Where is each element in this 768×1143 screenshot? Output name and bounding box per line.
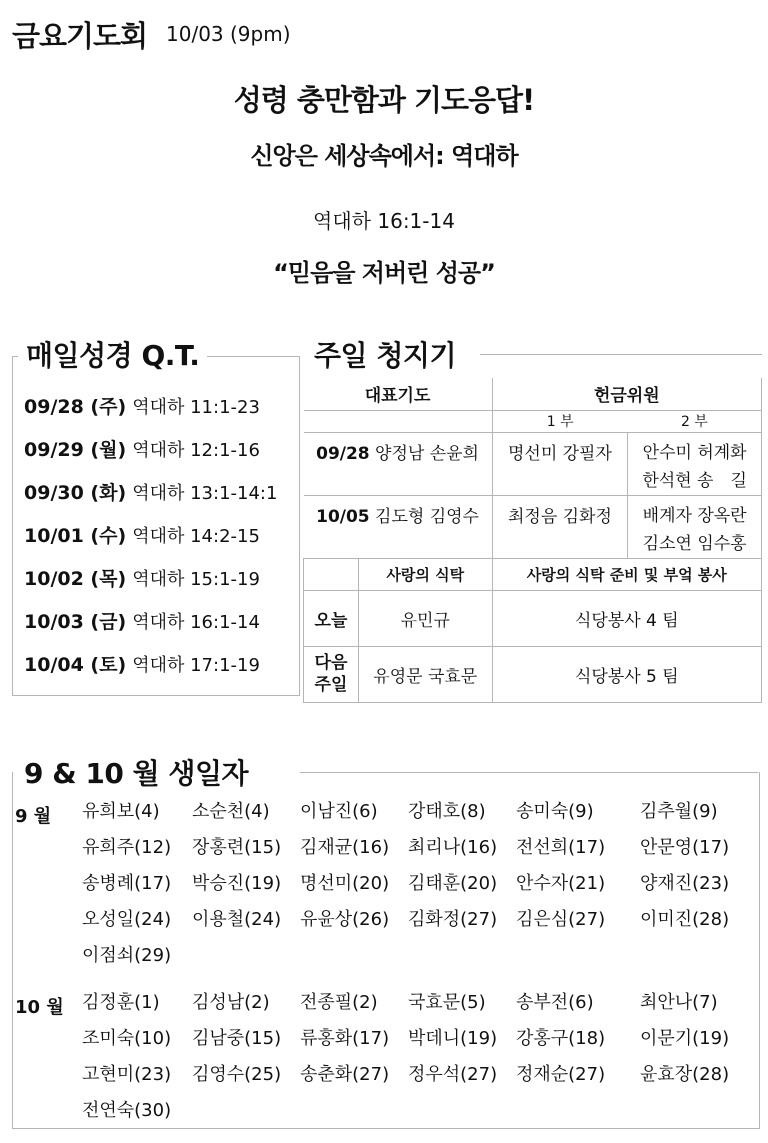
next-sunday-label: [304, 646, 359, 702]
qt-date: 10/02 (목): [24, 568, 127, 590]
birthday-entry: 김남중(15): [192, 1028, 282, 1049]
cheongjigi-table: [303, 378, 762, 703]
birthday-entry: 소순천(4): [192, 801, 270, 822]
sermon-theme: “믿음을 저버린 성공”: [273, 259, 495, 287]
qt-reference: 역대하 15:1-19: [132, 569, 260, 590]
qt-date: 09/30 (화): [24, 482, 127, 504]
birthday-entry: 이문기(19): [640, 1028, 730, 1049]
birthday-entry: 안문영(17): [640, 837, 730, 858]
birthday-entry: 명선미(20): [300, 873, 390, 894]
qt-date: 10/04 (토): [24, 654, 127, 676]
col-prayer-header: 대표기도: [304, 378, 493, 410]
qt-list: [24, 392, 277, 693]
birthday-entry: 양재진(23): [640, 873, 730, 894]
birthday-entry: 김영수(25): [192, 1064, 282, 1085]
september-label: 9 월: [15, 806, 52, 827]
row-date: 10/05: [316, 506, 370, 527]
qt-date: 10/01 (수): [24, 525, 127, 547]
october-label: 10 월: [15, 997, 64, 1018]
meal-service-header: 사랑의 식탁 준비 및 부엌 봉사: [492, 558, 761, 590]
birthday-entry: 유희보(4): [82, 801, 160, 822]
qt-reference: 역대하 11:1-23: [132, 397, 260, 418]
meal-header: 사랑의 식탁: [358, 558, 492, 590]
birthday-entry: 전종필(2): [300, 992, 378, 1013]
qt-date: 10/03 (금): [24, 611, 127, 633]
part2-line: 김소연 임수홍: [642, 533, 747, 554]
prayer-names: 양정남 손윤희: [375, 443, 479, 464]
birthday-entry: 송미숙(9): [516, 801, 594, 822]
part2-line: 배계자 장옥란: [642, 505, 747, 526]
qt-reference: 역대하 14:2-15: [132, 526, 260, 547]
today-meal: 유민규: [358, 590, 492, 646]
qt-reference: 역대하 17:1-19: [132, 655, 260, 676]
sermon-series: 신앙은 세상속에서: 역대하: [250, 142, 518, 170]
birthday-entry: 최안나(7): [640, 992, 718, 1013]
birthday-entry: 김정훈(1): [82, 992, 160, 1013]
cheongjigi-heading: 주일 청지기: [306, 334, 464, 374]
today-label: 오늘: [304, 590, 359, 646]
page-title: 금요기도회: [12, 19, 148, 53]
birthday-entry: 김추월(9): [640, 801, 718, 822]
birthday-entry: 이용철(24): [192, 909, 282, 930]
birthday-entry: 강홍구(18): [516, 1028, 606, 1049]
birthday-entry: 송병례(17): [82, 873, 172, 894]
birthday-entry: 김은심(27): [516, 909, 606, 930]
birthday-entry: 박승진(19): [192, 873, 282, 894]
birthday-entry: 이남진(6): [300, 801, 378, 822]
qt-date: 09/29 (월): [24, 439, 127, 461]
part1-header: 1 부: [492, 410, 628, 432]
birthday-entry: 유윤상(26): [300, 909, 390, 930]
birthday-entry: 안수자(21): [516, 873, 606, 894]
birthday-entry: 정재순(27): [516, 1064, 606, 1085]
qt-reference: 역대하 13:1-14:1: [132, 483, 278, 504]
prayer-row: [304, 432, 493, 495]
birthday-entry: 고현미(23): [82, 1064, 172, 1085]
birthday-entry: 조미숙(10): [82, 1028, 172, 1049]
part2-names: [628, 432, 762, 495]
prayer-names: 김도형 김영수: [375, 506, 479, 527]
sermon-title: 성령 충만함과 기도응답!: [233, 83, 535, 117]
birthday-entry: 박데니(19): [408, 1028, 498, 1049]
today-service: 식당봉사 4 팀: [492, 590, 761, 646]
part1-names: 명선미 강필자: [492, 432, 628, 495]
qt-item: [24, 650, 277, 693]
birthday-entry: 김재균(16): [300, 837, 390, 858]
qt-reference: 역대하 16:1-14: [132, 612, 260, 633]
birthday-entry: 전연숙(30): [82, 1100, 172, 1121]
birthday-entry: 최리나(16): [408, 837, 498, 858]
birthday-entry: 오성일(24): [82, 909, 172, 930]
birthday-entry: 김성남(2): [192, 992, 270, 1013]
birthday-divider: [300, 772, 758, 773]
birthday-entry: 이미진(28): [640, 909, 730, 930]
service-date: 10/03 (9pm): [166, 22, 291, 46]
next-label-line: 주일: [314, 675, 348, 695]
qt-item: [24, 521, 277, 564]
qt-item: [24, 392, 277, 435]
birthday-entry: 정우석(27): [408, 1064, 498, 1085]
part2-names: [628, 495, 762, 558]
birthday-entry: 전선희(17): [516, 837, 606, 858]
sermon-reference: 역대하 16:1-14: [313, 209, 455, 233]
cheongjigi-divider: [480, 354, 762, 355]
next-service: 식당봉사 5 팀: [492, 646, 761, 702]
prayer-subheader-empty: [304, 410, 493, 432]
part2-header: 2 부: [628, 410, 762, 432]
row-date: 09/28: [316, 443, 370, 464]
birthday-heading: 9 & 10 월 생일자: [16, 752, 256, 792]
meal-corner-empty: [304, 558, 359, 590]
qt-item: [24, 478, 277, 521]
qt-heading: 매일성경 Q.T.: [18, 334, 207, 374]
col-offering-header: 헌금위원: [492, 378, 761, 410]
birthday-entry: 김태훈(20): [408, 873, 498, 894]
qt-date: 09/28 (주): [24, 396, 127, 418]
september-birthday-list: [82, 800, 752, 980]
birthday-entry: 유희주(12): [82, 837, 172, 858]
birthday-entry: 강태호(8): [408, 801, 486, 822]
october-birthday-list: [82, 991, 752, 1135]
part1-names: 최정음 김화정: [492, 495, 628, 558]
part2-line: 안수미 허계화: [642, 442, 747, 463]
birthday-entry: 이점쇠(29): [82, 945, 172, 966]
qt-item: [24, 564, 277, 607]
next-label-line: 다음: [314, 653, 348, 673]
qt-reference: 역대하 12:1-16: [132, 440, 260, 461]
qt-item: [24, 435, 277, 478]
birthday-entry: 송춘화(27): [300, 1064, 390, 1085]
birthday-entry: 김화정(27): [408, 909, 498, 930]
birthday-entry: 윤효장(28): [640, 1064, 730, 1085]
qt-item: [24, 607, 277, 650]
part2-line: 한석현 송 길: [642, 470, 747, 491]
birthday-entry: 장홍련(15): [192, 837, 282, 858]
birthday-entry: 류홍화(17): [300, 1028, 390, 1049]
birthday-entry: 국효문(5): [408, 992, 486, 1013]
birthday-entry: 송부전(6): [516, 992, 594, 1013]
next-meal: 유영문 국효문: [358, 646, 492, 702]
prayer-row: [304, 495, 493, 558]
